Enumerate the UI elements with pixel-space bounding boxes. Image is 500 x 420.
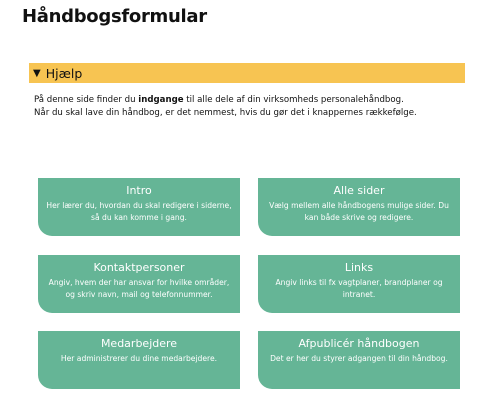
help-paragraph-2: Når du skal lave din håndbog, er det nemmest, hvis du gør det i knappernes rækkefølge.	[34, 108, 417, 118]
card-description: Det er her du styrer adgangen til din håndbog.	[270, 354, 448, 363]
card-unpublish[interactable]	[258, 331, 460, 389]
card-all-pages[interactable]	[258, 178, 460, 236]
help-text-part: til alle dele af din virksomheds personalehåndbog.	[183, 95, 404, 105]
help-toggle[interactable]	[29, 63, 465, 83]
card-contacts[interactable]	[38, 255, 240, 313]
caret-down-icon: ▼	[33, 67, 41, 79]
card-title: Intro	[126, 184, 152, 197]
help-text-emphasis: indgange	[138, 95, 184, 105]
help-label: Hjælp	[45, 65, 83, 81]
help-content	[34, 94, 454, 120]
card-description: Angiv links til fx vagtplaner, brandplaner og intranet.	[275, 278, 443, 299]
card-links[interactable]	[258, 255, 460, 313]
help-text-part: På denne side finder du	[34, 95, 139, 105]
card-employees[interactable]	[38, 331, 240, 389]
card-description: Her administrerer du dine medarbejdere.	[60, 354, 218, 363]
card-intro[interactable]	[38, 178, 240, 236]
card-title: Alle sider	[333, 184, 385, 197]
card-description: Her lærer du, hvordan du skal redigere i siderne, så du kan komme i gang.	[46, 201, 232, 222]
card-title: Medarbejdere	[100, 337, 178, 350]
card-description: Angiv, hvem der har ansvar for hvilke områder, og skriv navn, mail og telefonnummer.	[48, 278, 230, 299]
page-title: Håndbogsformular	[22, 6, 207, 27]
card-description: Vælg mellem alle håndbogens mulige sider. Du kan både skrive og redigere.	[269, 201, 449, 222]
help-paragraph-1	[34, 94, 454, 107]
card-title: Kontaktpersoner	[93, 261, 185, 274]
card-title: Links	[344, 261, 374, 274]
card-title: Afpublicér håndbogen	[298, 337, 420, 350]
